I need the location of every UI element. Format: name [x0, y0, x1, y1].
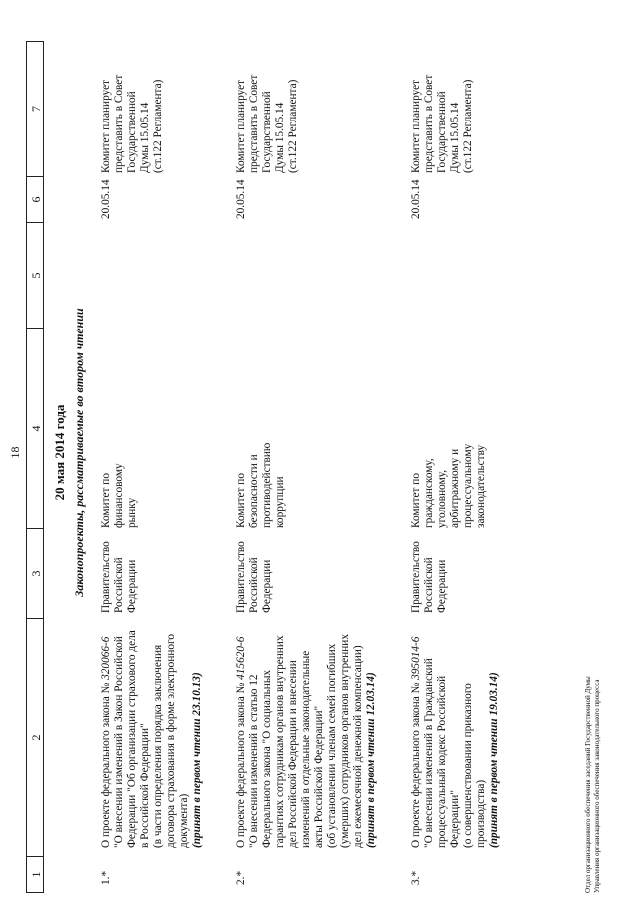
- first-reading-note: (принят в первом чтении 12.03.14): [365, 672, 377, 848]
- bill-title-line: "О внесении изменений в статью 12: [248, 674, 260, 848]
- bill-title-line: (в части определения порядка заключения: [152, 644, 164, 848]
- plan-line: Комитет планирует: [100, 79, 112, 173]
- initiator: [100, 533, 139, 613]
- plan-note: [235, 63, 300, 173]
- initiator-line: Федерации: [126, 559, 138, 613]
- first-reading-note: (принят в первом чтении 23.10.13): [191, 672, 203, 848]
- plan-line: Государственной: [126, 91, 138, 173]
- footer: [584, 676, 602, 893]
- committee-line: законодательству: [475, 444, 487, 528]
- plan-line: представить в Совет: [113, 74, 125, 173]
- committee-line: Комитет по: [410, 472, 422, 528]
- committee-line: безопасности и: [248, 454, 260, 528]
- initiator-line: Российской: [248, 557, 260, 613]
- bill-title-line: Федерального закона "О социальных: [261, 669, 273, 848]
- initiator: [410, 533, 449, 613]
- initiator-line: Российской: [423, 557, 435, 613]
- committee-line: финансовому рынку: [113, 463, 138, 528]
- committee: [100, 436, 139, 528]
- committee-line: гражданскому,: [423, 458, 435, 528]
- bill-title-line: дел ежемесячной денежной компенсации): [352, 645, 364, 848]
- initiator-line: Российской: [113, 557, 125, 613]
- bill-number: 320066-6: [100, 636, 112, 680]
- initiator-line: Правительство: [410, 541, 422, 613]
- first-reading-note: (принят в первом чтении 19.03.14): [488, 672, 500, 848]
- plan-line: представить в Совет: [248, 74, 260, 173]
- plan-line: (ст.122 Регламента): [462, 79, 474, 173]
- committee-line: коррупции: [274, 476, 286, 528]
- bill-title-line: гарантиях сотрудникам органов внутренних: [274, 635, 286, 848]
- initiator-line: Федерации: [261, 559, 273, 613]
- bill-title-line: (об установлении членам семей погибших: [326, 643, 338, 848]
- row-number: 1.*: [100, 870, 112, 885]
- footer-line: Управления организационного обеспечения законодательного процесса: [593, 679, 601, 893]
- committee-line: Комитет по: [100, 472, 112, 528]
- bill-number: 395014-6: [410, 636, 422, 680]
- bill-title-line: "О внесении изменений в Закон Российской: [113, 636, 125, 848]
- bill-title-line: в Российской Федерации": [139, 723, 151, 848]
- plan-line: Думы 15.05.14: [274, 102, 286, 173]
- plan-line: представить в Совет: [423, 74, 435, 173]
- column-header-7: 7: [26, 41, 44, 177]
- bill-title-line: акты Российской Федерации": [313, 705, 325, 848]
- column-header-5: 5: [26, 223, 44, 329]
- initiator: [235, 533, 274, 613]
- plan-line: Комитет планирует: [410, 79, 422, 173]
- committee-line: уголовному,: [436, 469, 448, 528]
- plan-line: Комитет планирует: [235, 79, 247, 173]
- bill-title-line: Федерации": [449, 790, 461, 848]
- plan-line: (ст.122 Регламента): [152, 79, 164, 173]
- committee: [410, 436, 488, 528]
- bill-title-line: производства): [475, 779, 487, 848]
- bill-number: 415620-6: [235, 636, 247, 680]
- review-date: 20.05.14: [410, 179, 422, 219]
- plan-line: (ст.122 Регламента): [287, 79, 299, 173]
- bill-title-line: дел Российской Федерации и внесении: [287, 660, 299, 848]
- column-header-4: 4: [26, 329, 44, 529]
- committee: [235, 436, 287, 528]
- plan-line: Государственной: [436, 91, 448, 173]
- column-header-2: 2: [26, 619, 44, 857]
- footer-line: Отдел организационного обеспечения заседаний Государственной Думы: [584, 676, 592, 893]
- bill-title-line: процессуальный кодекс Российской: [436, 675, 448, 848]
- bill-title-line: договора страхования в форме электронного: [165, 633, 177, 848]
- committee-line: Комитет по: [235, 472, 247, 528]
- column-header-3: 3: [26, 529, 44, 619]
- section-heading: Законопроекты, рассматриваемые во втором чтении: [72, 308, 86, 597]
- date-heading: 20 мая 2014 года: [52, 404, 67, 501]
- initiator-line: Правительство: [235, 541, 247, 613]
- plan-line: Думы 15.05.14: [139, 102, 151, 173]
- column-header-row: [26, 0, 44, 905]
- bill-title-line: Федерации "Об организации страхового дела: [126, 630, 138, 848]
- initiator-line: Правительство: [100, 541, 112, 613]
- bill-title-line: "О внесении изменений в Гражданский: [423, 658, 435, 848]
- bill-description: [235, 623, 378, 848]
- bill-description: [410, 623, 501, 848]
- plan-note: [100, 63, 165, 173]
- bill-title-prefix: О проекте федерального закона №: [410, 682, 422, 848]
- bill-title-prefix: О проекте федерального закона №: [235, 682, 247, 848]
- bill-title-line: (о совершенствовании приказного: [462, 683, 474, 848]
- bill-description: [100, 623, 204, 848]
- bill-title-prefix: О проекте федерального закона №: [100, 682, 112, 848]
- bill-title-line: документа): [178, 793, 190, 848]
- page-number: 18: [8, 446, 22, 459]
- committee-line: процессуальному: [462, 443, 474, 528]
- plan-line: Государственной: [261, 91, 273, 173]
- plan-line: Думы 15.05.14: [449, 102, 461, 173]
- bill-title-line: изменений в отдельные законодательные: [300, 650, 312, 848]
- column-header-6: 6: [26, 177, 44, 223]
- row-number: 2.*: [235, 870, 247, 885]
- review-date: 20.05.14: [235, 179, 247, 219]
- plan-note: [410, 63, 475, 173]
- initiator-line: Федерации: [436, 559, 448, 613]
- committee-line: противодействию: [261, 442, 273, 528]
- row-number: 3.*: [410, 870, 422, 885]
- bill-title-line: (умерших) сотрудников органов внутренних: [339, 634, 351, 848]
- review-date: 20.05.14: [100, 179, 112, 219]
- committee-line: арбитражному и: [449, 448, 461, 528]
- column-header-1: 1: [26, 857, 44, 893]
